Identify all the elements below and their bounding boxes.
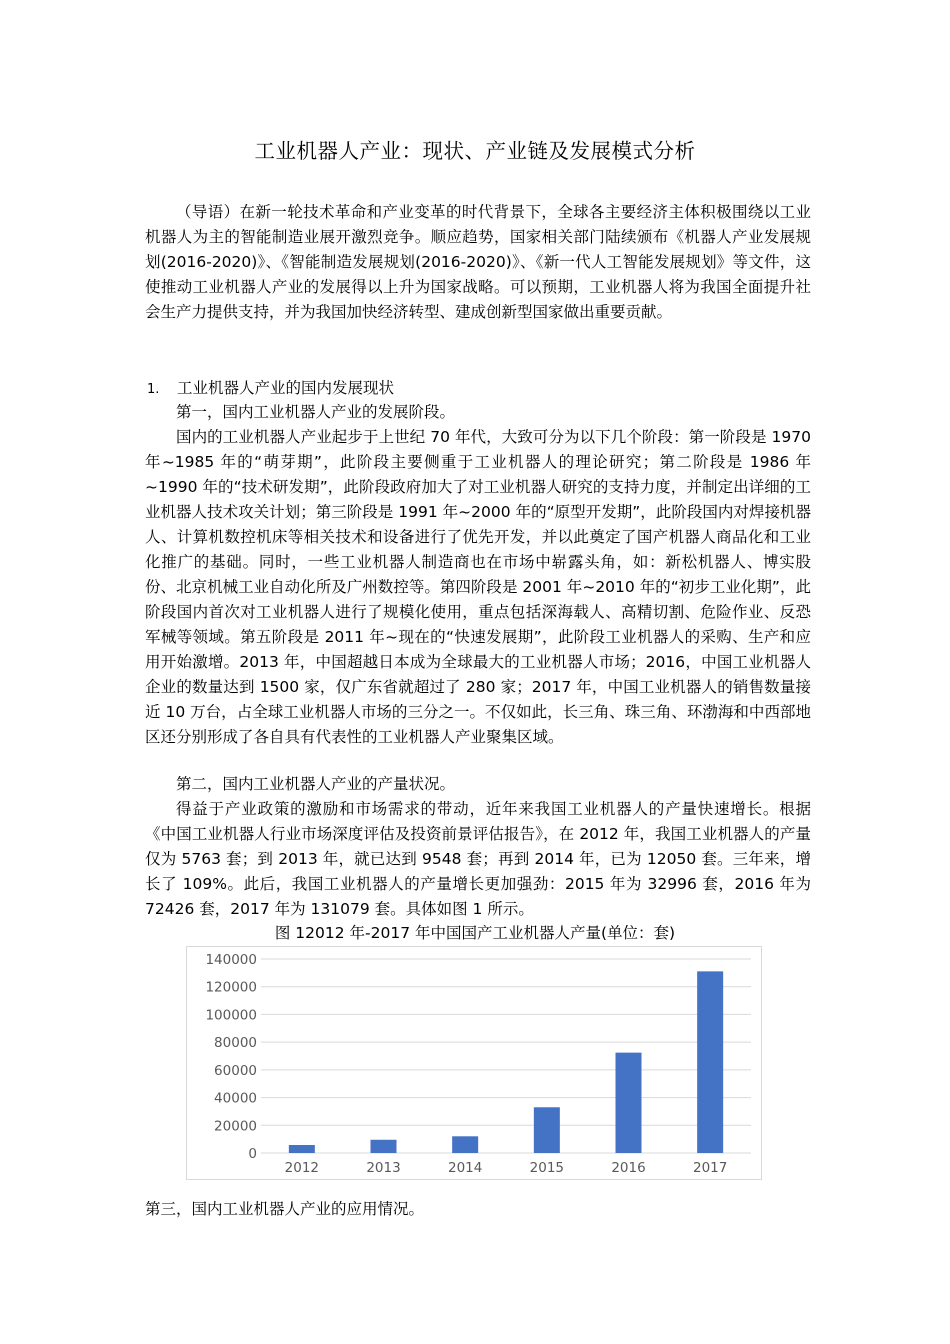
y-tick-label: 60000: [214, 1062, 257, 1079]
bar-2015: [534, 1107, 560, 1153]
x-tick-label: 2012: [284, 1160, 320, 1176]
bar-2013: [371, 1140, 397, 1153]
intro-paragraph: （导语）在新一轮技术革命和产业变革的时代背景下，全球各主要经济主体积极围绕以工业机器人为主的智能制造业展开激烈竞争。顺应趋势，国家相关部门陆续颁布《机器人产业发展规划(2016-2020)》、《智能制造发展规划(2016-2020)》、《新一代人工智能发展规划》等文件，这使推动工业机器人产业的发展得以上升为国家战略。可以预期，工业机器人将为我国全面提升社会生产力提供支持，并为我国加快经济转型、建成创新型国家做出重要贡献。: [145, 203, 811, 321]
bar-2012: [289, 1145, 315, 1153]
subsection-3-title: 第三，国内工业机器人产业的应用情况。: [145, 1200, 425, 1218]
subsection-1-body: 国内的工业机器人产业起步于上世纪 70 年代，大致可分为以下几个阶段：第一阶段是 1970 年~1985 年的“萌芽期”，此阶段主要侧重于工业机器人的理论研究；第二阶段是 1986 年~1990 年的“技术研发期”，此阶段政府加大了对工业机器人研究的支持力度，并制定出详细的工业机器人技术攻关计划；第三阶段是 1991 年~2000 年的“原型开发期”，此阶段国内对焊接机器人、计算机数控机床等相关技术和设备进行了优先开发，并以此奠定了国产机器人商品化和工业化推广的基础。同时，一些工业机器人制造商也在市场中崭露头角，如：新松机器人、博实股份、北京机械工业自动化所及广州数控等。第四阶段是 2001 年~2010 年的“初步工业化期”，此阶段国内首次对工业机器人进行了规模化使用，重点包括深海载人、高精切割、危险作业、反恐军械等领域。第五阶段是 2011 年~现在的“快速发展期”，此阶段工业机器人的采购、生产和应用开始激增。2013 年，中国超越日本成为全球最大的工业机器人市场；2016，中国工业机器人企业的数量达到 1500 家，仅广东省就超过了 280 家；2017 年，中国工业机器人的销售数量接近 10 万台，占全球工业机器人市场的三分之一。不仅如此，长三角、珠三角、环渤海和中西部地区还分别形成了各自具有代表性的工业机器人产业聚集区域。: [145, 428, 811, 746]
y-tick-label: 80000: [214, 1035, 257, 1052]
y-tick-label: 40000: [214, 1090, 257, 1107]
x-tick-label: 2016: [611, 1160, 646, 1176]
section-title: 工业机器人产业的国内发展现状: [177, 379, 395, 397]
x-tick-label: 2015: [529, 1160, 565, 1176]
subsection-2-title: 第二，国内工业机器人产业的产量状况。: [176, 775, 456, 793]
x-tick-label: 2014: [447, 1160, 483, 1176]
document-title: 工业机器人产业：现状、产业链及发展模式分析: [254, 139, 696, 163]
section-heading: [145, 376, 394, 402]
y-tick-label: 20000: [214, 1118, 257, 1135]
subsection-2-body: 得益于产业政策的激励和市场需求的带动，近年来我国工业机器人的产量快速增长。根据《中国工业机器人行业市场深度评估及投资前景评估报告》，在 2012 年，我国工业机器人的产量仅为 5763 套；到 2013 年，就已达到 9548 套；再到 2014 年，已为 12050 套。三年来，增长了 109%。此后，我国工业机器人的产量增长更加强劲：2015 年为 32996 套，2016 年为 72426 套，2017 年为 131079 套。具体如图 1 所示。: [145, 800, 811, 918]
x-tick-label: 2017: [692, 1160, 728, 1176]
chart-title: 图 12012 年-2017 年中国国产工业机器人产量(单位：套): [274, 924, 676, 942]
y-tick-label: 0: [248, 1146, 257, 1162]
x-tick-label: 2013: [366, 1160, 401, 1176]
bar-2014: [452, 1136, 478, 1153]
production-bar-chart: [186, 946, 762, 1180]
section-number: 1.: [147, 382, 160, 397]
y-tick-label: 120000: [205, 979, 257, 996]
bar-2017: [697, 971, 723, 1153]
subsection-1-title: 第一，国内工业机器人产业的发展阶段。: [176, 403, 456, 421]
bar-2016: [616, 1053, 642, 1153]
chart-canvas: [187, 947, 761, 1179]
y-tick-label: 100000: [205, 1007, 257, 1024]
y-tick-label: 140000: [205, 952, 257, 968]
